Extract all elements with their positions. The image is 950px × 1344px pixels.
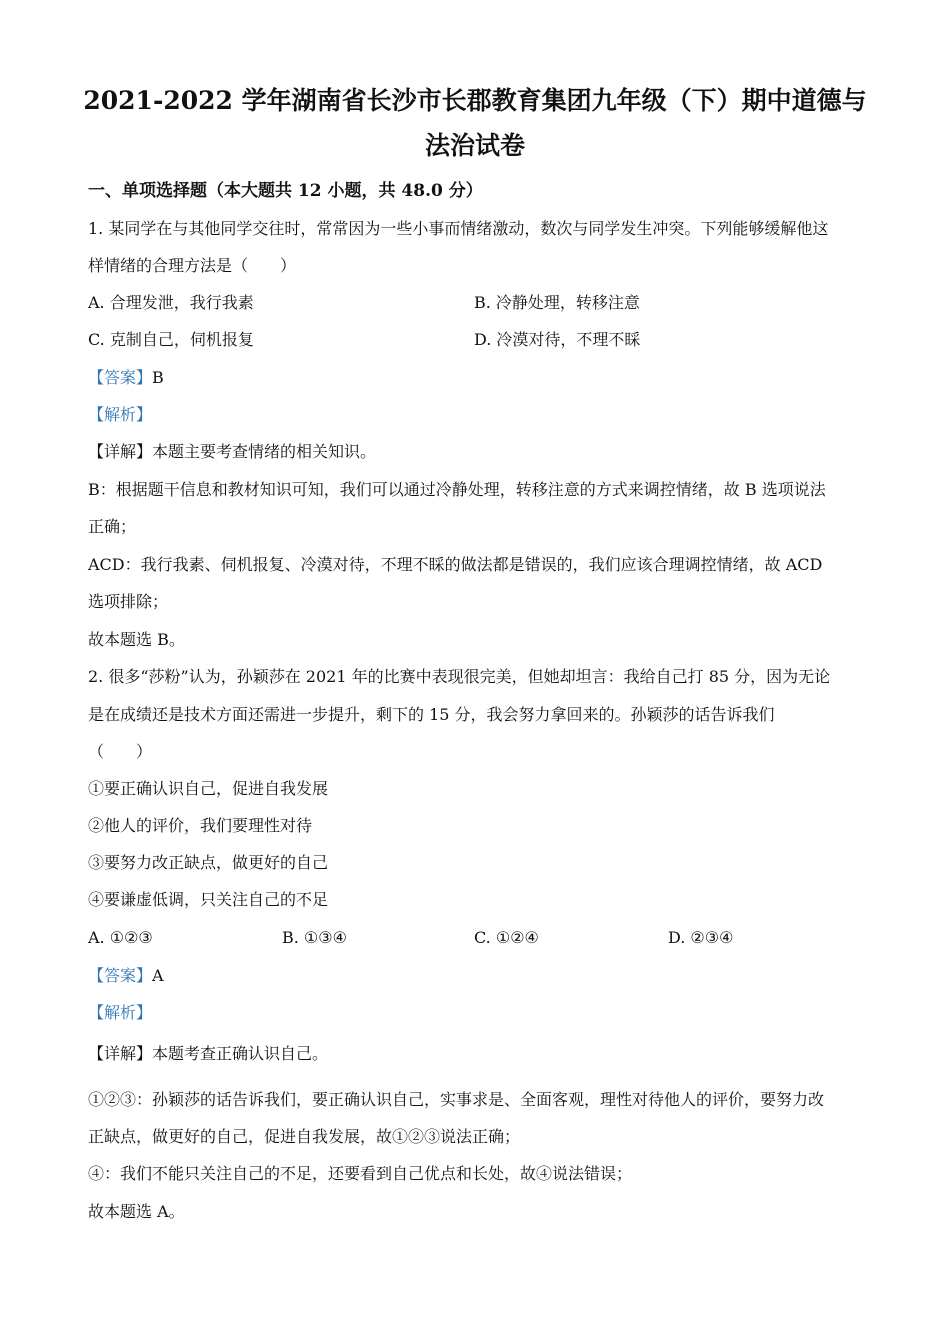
q2-detail-text: 本题考查正确认识自己。	[152, 1044, 329, 1063]
q1-detail-tag: 【详解】	[88, 442, 153, 461]
q1-analysis-tag: 【解析】	[88, 405, 153, 424]
q1-stem-line-2: 样情绪的合理方法是（ ）	[88, 256, 297, 275]
q2-answer	[88, 966, 164, 986]
exam-title-line-2: 法治试卷	[424, 131, 525, 160]
q2-item-1: ①要正确认识自己，促进自我发展	[88, 779, 329, 798]
q2-item-4: ④要谦虚低调，只关注自己的不足	[88, 890, 329, 909]
q2-answer-value: A	[152, 966, 164, 985]
q2-analysis-tag: 【解析】	[88, 1003, 153, 1022]
q2-explanation-2: ④：我们不能只关注自己的不足，还要看到自己优点和长处，故④说法错误；	[88, 1164, 633, 1183]
q1-option-c: C. 克制自己，伺机报复	[88, 330, 254, 349]
q1-option-d: D. 冷漠对待，不理不睬	[474, 330, 641, 349]
q2-detail	[88, 1044, 328, 1064]
exam-title	[60, 78, 890, 168]
q1-detail-text: 本题主要考查情绪的相关知识。	[152, 442, 377, 461]
q1-explanation-1a: B：根据题干信息和教材知识可知，我们可以通过冷静处理，转移注意的方式来调控情绪，故 B 选项说法	[88, 480, 826, 499]
q1-explanation-2a: ACD：我行我素、伺机报复、冷漠对待，不理不睬的做法都是错误的，我们应该合理调控情绪，故 ACD	[88, 555, 823, 574]
q2-option-b: B. ①③④	[282, 928, 347, 947]
q1-option-a: A. 合理发泄，我行我素	[88, 293, 254, 312]
q1-stem-line-1: 1. 某同学在与其他同学交往时，常常因为一些小事而情绪激动，数次与同学发生冲突。下列能够缓解他这	[88, 219, 829, 238]
q1-answer	[88, 368, 164, 388]
q1-explanation-2b: 选项排除；	[88, 592, 169, 611]
q1-detail	[88, 442, 376, 462]
q1-answer-tag: 【答案】	[88, 368, 153, 387]
q1-conclusion: 故本题选 B。	[88, 630, 185, 649]
q2-option-a: A. ①②③	[88, 928, 153, 947]
q2-stem-line-3: （ ）	[88, 742, 153, 761]
q2-detail-tag: 【详解】	[88, 1044, 153, 1063]
q2-explanation-1b: 正缺点，做更好的自己，促进自我发展，故①②③说法正确；	[88, 1127, 521, 1146]
q2-explanation-1a: ①②③：孙颖莎的话告诉我们，要正确认识自己，实事求是、全面客观，理性对待他人的评价，要努力改	[88, 1090, 825, 1109]
q2-answer-tag: 【答案】	[88, 966, 153, 985]
q2-option-c: C. ①②④	[474, 928, 539, 947]
q2-item-2: ②他人的评价，我们要理性对待	[88, 816, 313, 835]
q2-stem-line-2: 是在成绩还是技术方面还需进一步提升，剩下的 15 分，我会努力拿回来的。孙颖莎的话告诉我们	[88, 705, 775, 724]
q2-option-d: D. ②③④	[668, 928, 734, 947]
q1-answer-value: B	[152, 368, 164, 387]
q1-option-b: B. 冷静处理，转移注意	[474, 293, 640, 312]
q2-stem-line-1: 2. 很多“莎粉”认为，孙颖莎在 2021 年的比赛中表现很完美，但她却坦言：我给自己打 85 分，因为无论	[88, 667, 831, 686]
q2-conclusion: 故本题选 A。	[88, 1202, 185, 1221]
exam-title-line-1: 2021-2022 学年湖南省长沙市长郡教育集团九年级（下）期中道德与	[83, 86, 867, 115]
q2-item-3: ③要努力改正缺点，做更好的自己	[88, 853, 329, 872]
q1-explanation-1b: 正确；	[88, 517, 137, 536]
section-heading: 一、单项选择题（本大题共 12 小题，共 48.0 分）	[88, 181, 483, 201]
